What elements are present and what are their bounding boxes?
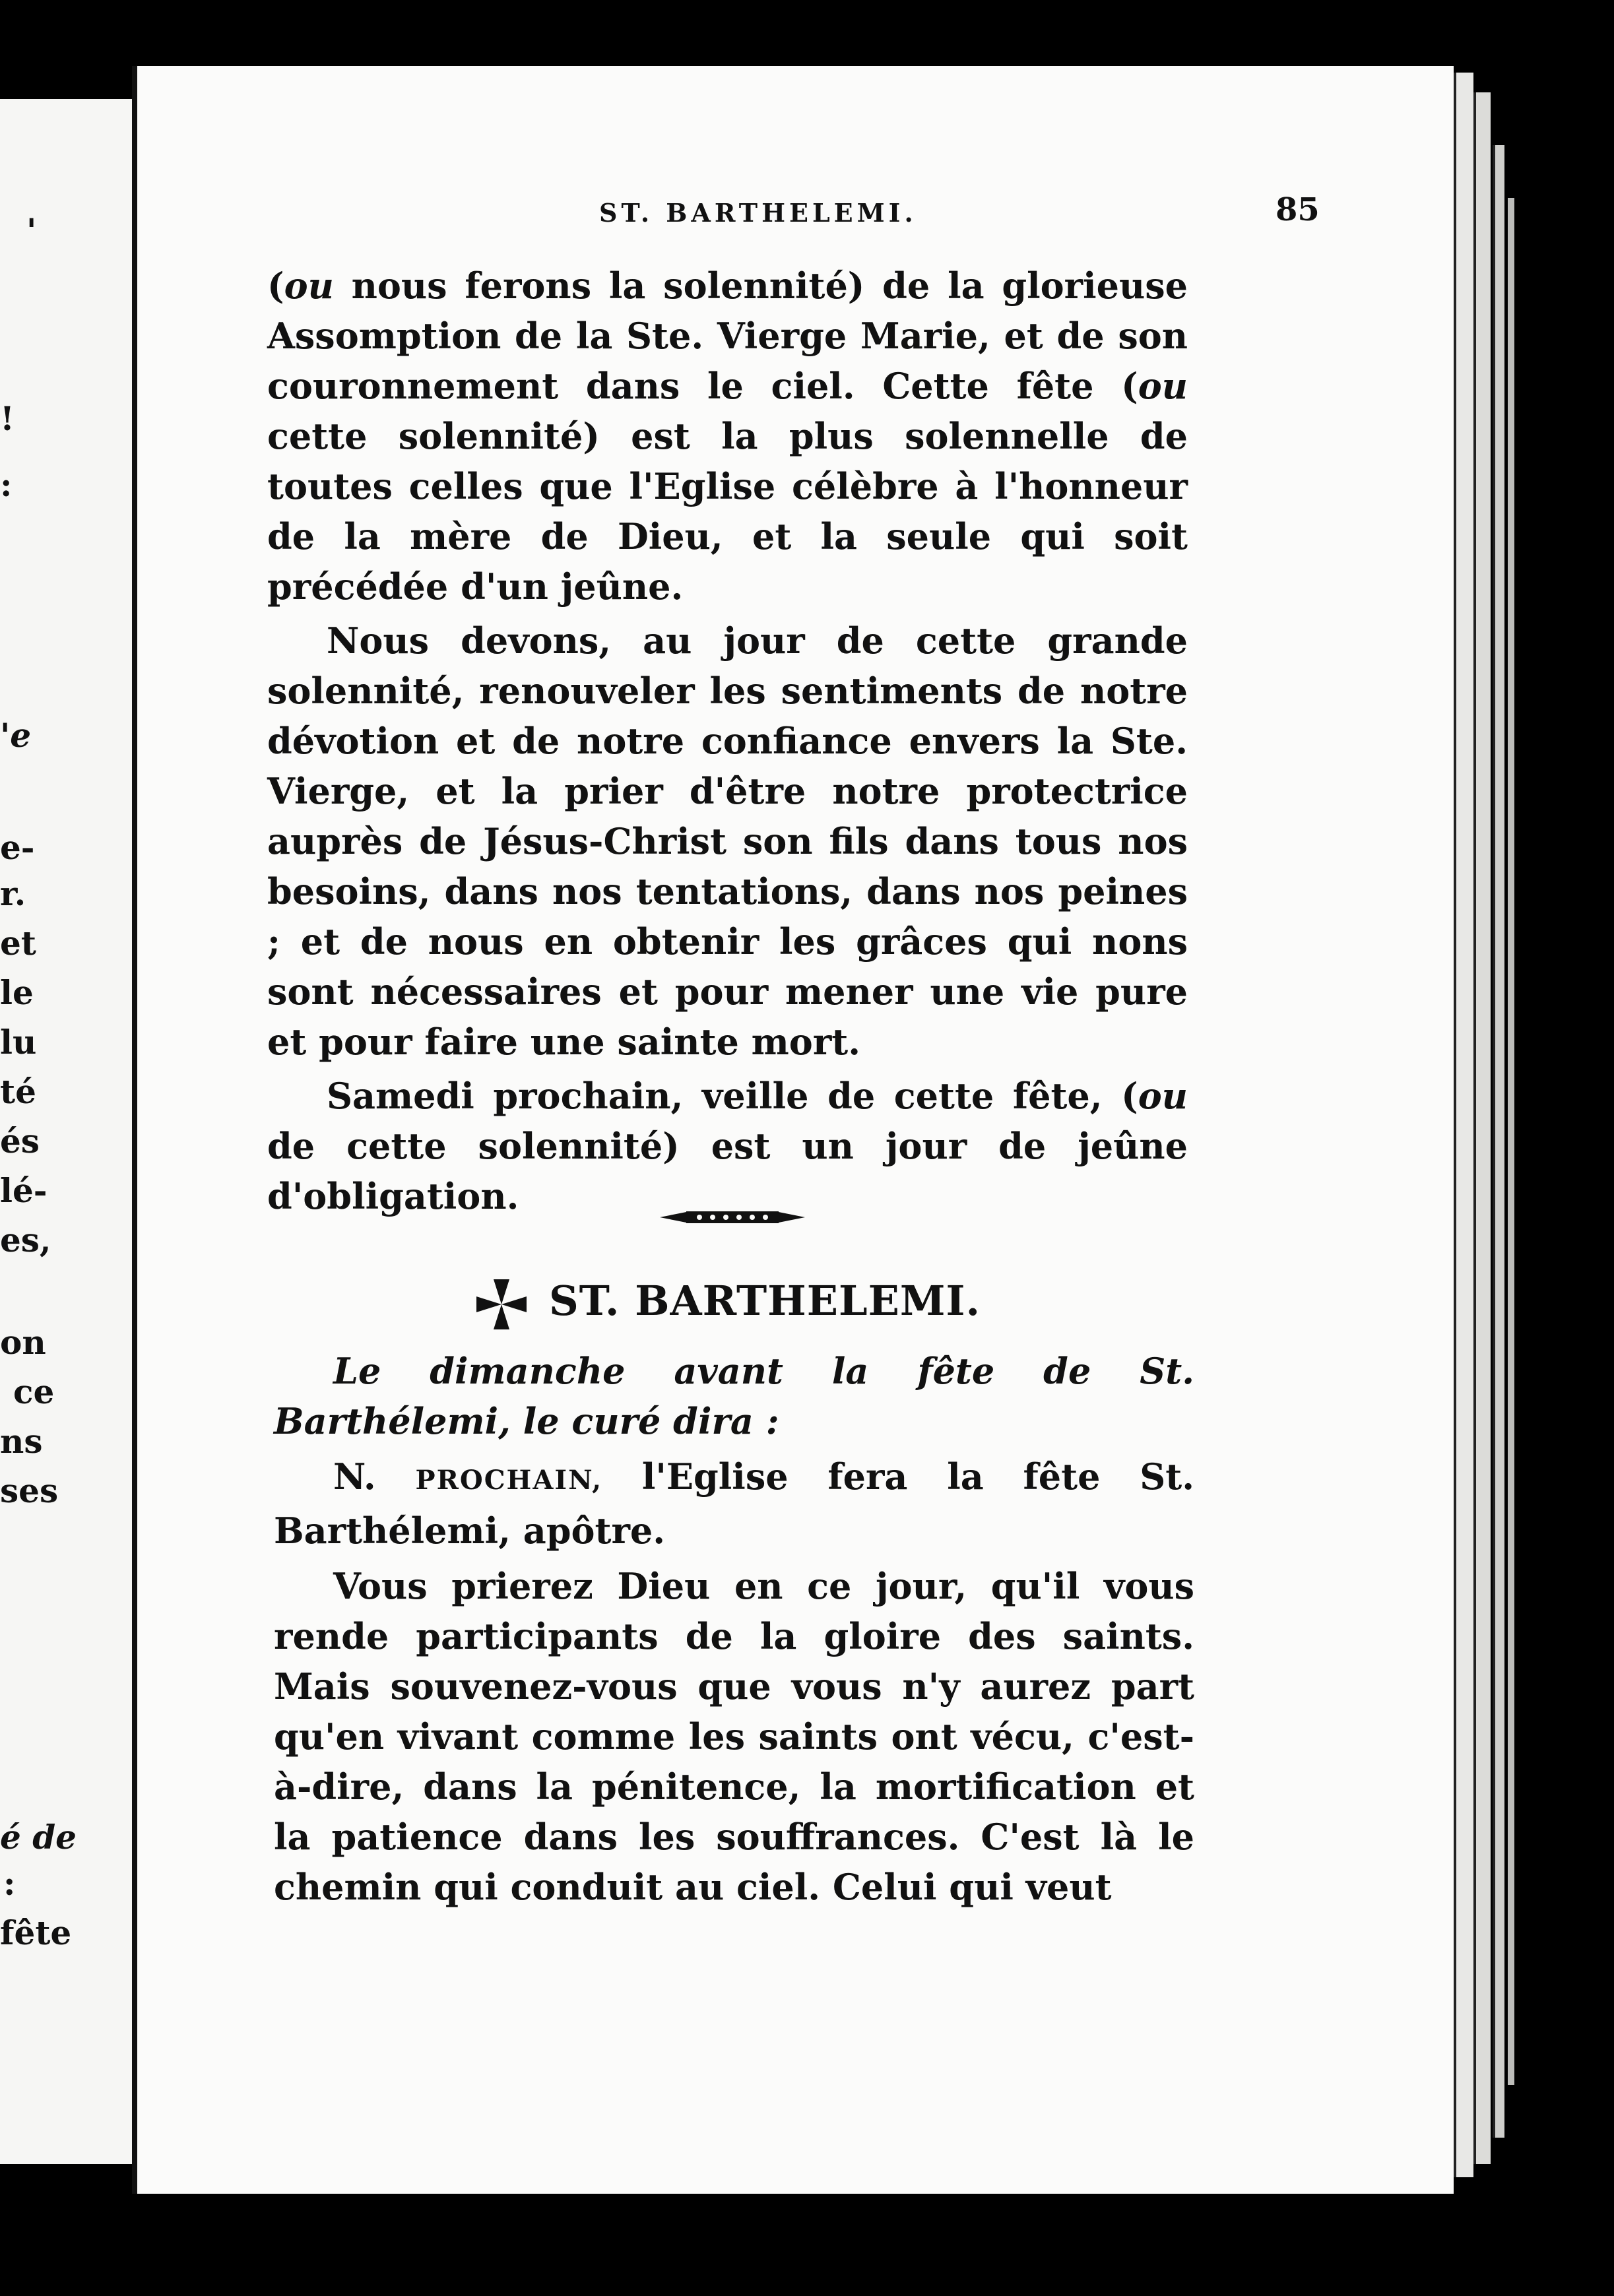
paragraph-assomption (267, 261, 1188, 612)
running-head: ST. BARTHELEMI. (599, 198, 917, 228)
text-run: ( (267, 265, 284, 307)
left-page-fragment: ns (0, 1422, 43, 1461)
smallcaps-run: PROCHAIN, (415, 1465, 603, 1496)
text-run: Samedi prochain, veille de cette fête, ( (327, 1075, 1138, 1117)
left-page-fragment: et (0, 924, 36, 963)
left-page-fragment: : (0, 465, 13, 504)
page-edge (1473, 92, 1491, 2164)
left-page-fragment: 'e (0, 716, 32, 755)
paragraph-vigil (267, 1071, 1188, 1221)
text-run: de cette solennité) est un jour de jeûne d'obligation. (267, 1125, 1188, 1217)
page-edge (1508, 198, 1514, 2085)
left-page-fragment: on (0, 1323, 46, 1362)
left-page-fragment: és (0, 1122, 40, 1161)
left-page-fragment: ' (26, 211, 37, 250)
text-run: N. (333, 1455, 376, 1498)
left-page-fragment: ! (0, 399, 15, 438)
left-page-fragment: lu (0, 1023, 37, 1062)
section-title: ST. BARTHELEMI. (549, 1277, 981, 1325)
maltese-cross-icon (474, 1277, 529, 1332)
left-page-fragment: le (0, 973, 34, 1012)
paragraph-devotion: Nous devons, au jour de cette grande solennité, renouveler les sentiments de notre dévotion et de notre confiance envers la Ste. Vierge, et la prier d'être notre protectrice auprès de Jésus-Christ son fils dans tous nos besoins, dans nos tentations, dans nos peines ; et de nous en obtenir les grâces qui nons sont nécessaires et pour mener une vie pure et pour faire une sainte mort. (267, 620, 1188, 1063)
ornamental-rule-icon (660, 1204, 805, 1230)
text-run: cette solennité) est la plus solennelle de toutes celles que l'Eglise célèbre à l'honneur de la mère de Dieu, et la seule qui soit précédée d'un jeûne. (267, 415, 1188, 608)
paragraph-announcement (274, 1451, 1194, 1556)
left-page-fragment: ce (13, 1372, 55, 1411)
left-page-fragment: fête (0, 1913, 72, 1952)
italic-run: ou (1138, 1075, 1188, 1117)
left-page-fragment: : (3, 1864, 16, 1903)
italic-run: ou (284, 265, 334, 307)
body-text-bottom (274, 1346, 1194, 1912)
left-page-fragment: lé- (0, 1171, 48, 1210)
left-page-fragment: ses (0, 1471, 59, 1510)
italic-run: ou (1138, 365, 1188, 407)
rubric-instruction: Le dimanche avant la fête de St. Barthélemi, le curé dira : (274, 1350, 1194, 1442)
page-edge (1493, 145, 1504, 2138)
page-number: 85 (1275, 191, 1320, 228)
body-text-top (267, 261, 1188, 1221)
left-page-fragment: té (0, 1072, 36, 1111)
left-page-fragment: e- (0, 828, 35, 867)
page-edge (1454, 73, 1473, 2177)
text-run: nous ferons la solennité) de la glorieuse Assomption de la Ste. Vierge Marie, et de son couronnement dans le ciel. Cette fête ( (267, 265, 1188, 407)
left-page-fragment: é de (0, 1818, 77, 1857)
text-run: l'Eglise fera la fête St. Barthélemi, apôtre. (274, 1455, 1194, 1552)
left-page-fragment: r. (0, 874, 26, 913)
left-page-fragment: es, (0, 1221, 51, 1260)
paragraph-exhortation: Vous prierez Dieu en ce jour, qu'il vous rende participants de la gloire des saints. Mais souvenez-vous que vous n'y aurez part qu'en vivant comme les saints ont vécu, c'est-à-dire, dans la pénitence, la mortification et la patience dans les souffrances. C'est là le chemin qui conduit au ciel. Celui qui veut (274, 1565, 1194, 1908)
